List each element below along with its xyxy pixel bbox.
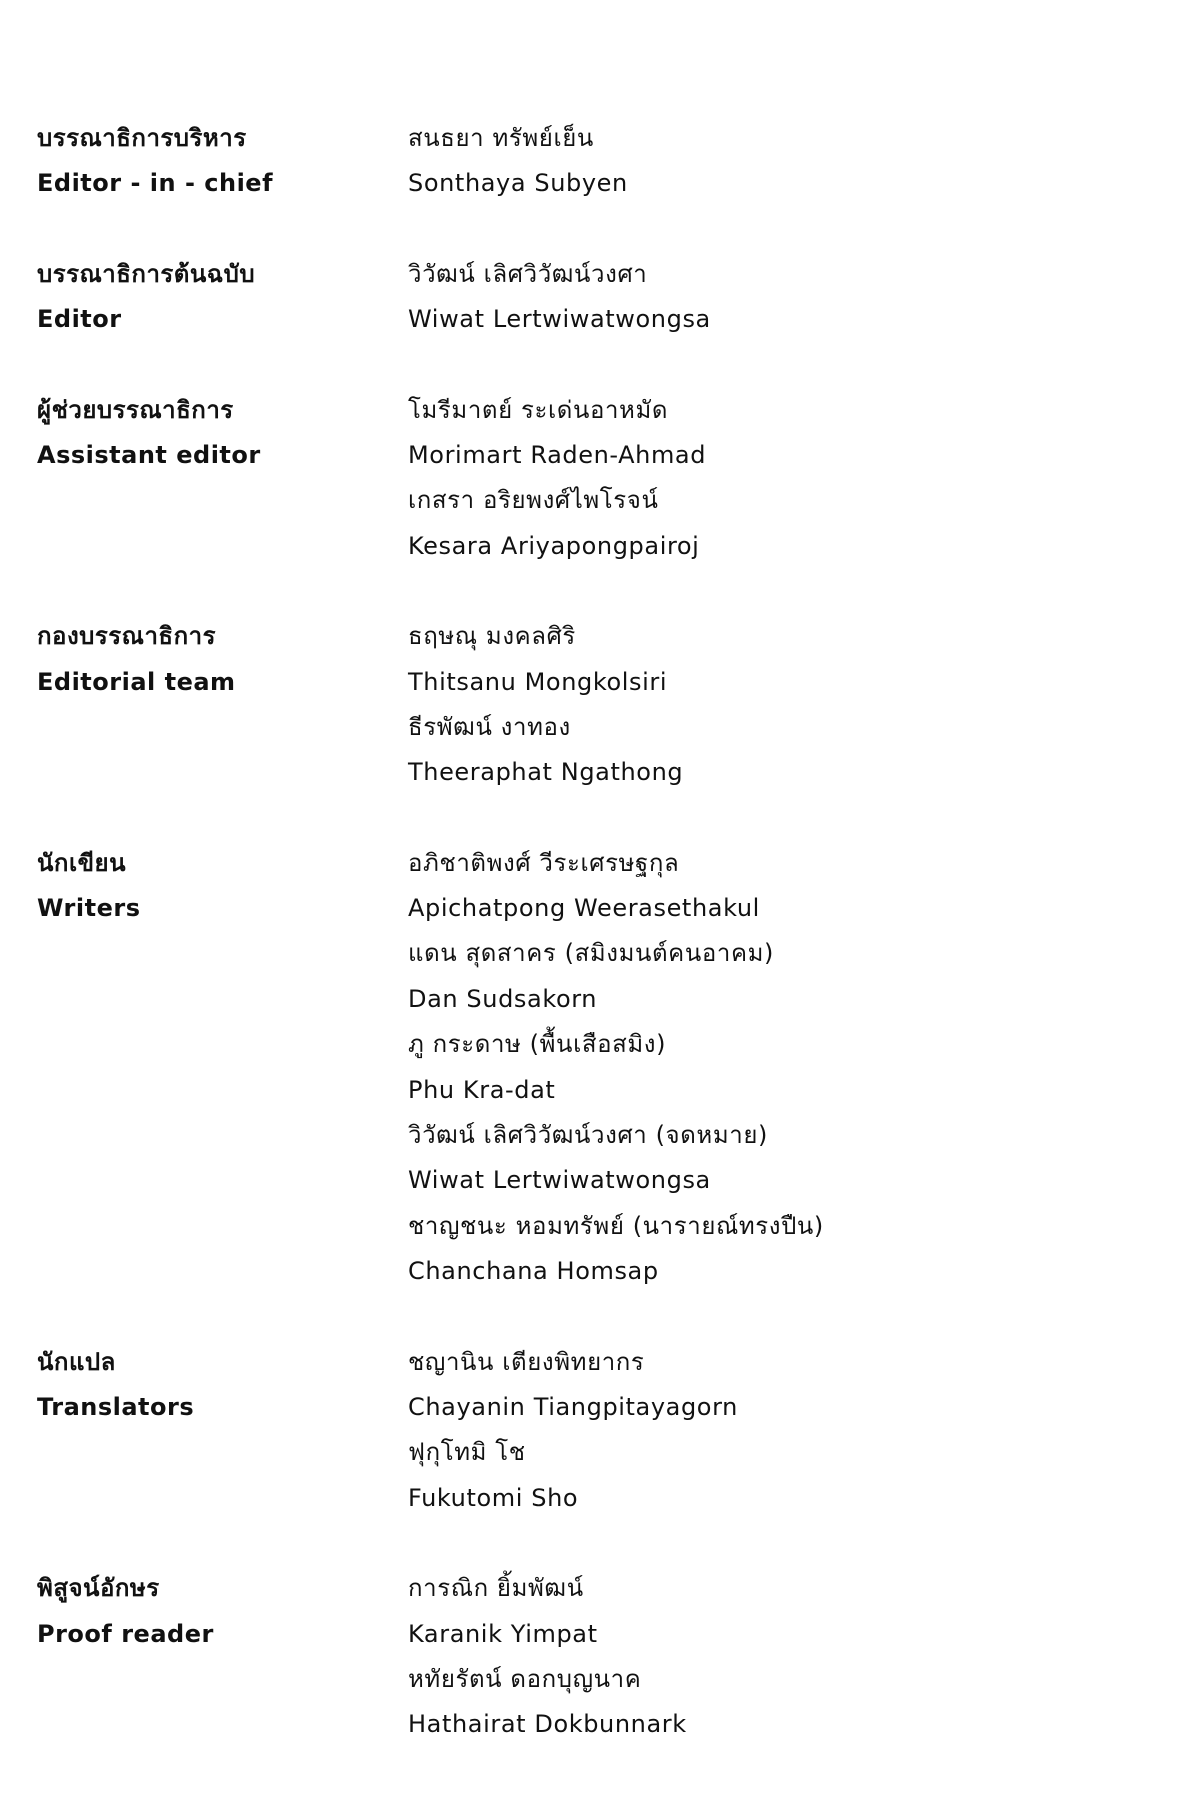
role-labels [37,841,408,1295]
name-list [408,116,1157,207]
role-title-thai: นักเขียน [37,848,127,877]
credit-section-editor-in-chief [37,116,1157,207]
credit-section-editor [37,252,1157,343]
credit-section-translators [37,1340,1157,1522]
role-title-thai: ผู้ช่วยบรรณาธิการ [37,395,234,424]
role-title-english: Translators [37,1392,195,1421]
person-name: Sonthaya Subyen [408,169,628,198]
person-name: ชญานิน เตียงพิทยากร [408,1347,645,1376]
person-name: Phu Kra-dat [408,1075,556,1104]
role-labels [37,614,408,796]
role-title-thai: กองบรรณาธิการ [37,622,216,651]
person-name: วิวัฒน์ เลิศวิวัฒน์วงศา (จดหมาย) [408,1121,768,1150]
credit-section-proof-reader [37,1566,1157,1748]
person-name: แดน สุดสาคร (สมิงมนต์คนอาคม) [408,939,774,968]
person-name: การณิก ยิ้มพัฒน์ [408,1574,584,1603]
person-name: Chayanin Tiangpitayagorn [408,1392,738,1421]
person-name: หทัยรัตน์ ดอกบุญนาค [408,1664,642,1693]
name-list [408,252,1157,343]
person-name: Chanchana Homsap [408,1257,659,1286]
person-name: ธฤษณุ มงคลศิริ [408,622,576,651]
role-title-thai: นักแปล [37,1347,116,1376]
person-name: โมรีมาตย์ ระเด่นอาหมัด [408,395,669,424]
person-name: เกสรา อริยพงศ์ไพโรจน์ [408,486,659,515]
person-name: Morimart Raden-Ahmad [408,440,707,469]
credits-list [37,116,1157,1793]
person-name: Wiwat Lertwiwatwongsa [408,305,711,334]
person-name: Thitsanu Mongkolsiri [408,667,668,696]
person-name: ธีรพัฒน์ งาทอง [408,712,571,741]
person-name: Dan Sudsakorn [408,984,598,1013]
person-name: Wiwat Lertwiwatwongsa [408,1166,711,1195]
role-labels [37,252,408,343]
name-list [408,1340,1157,1522]
person-name: Kesara Ariyapongpairoj [408,531,700,560]
name-list [408,841,1157,1295]
role-labels [37,388,408,570]
person-name: Theeraphat Ngathong [408,758,684,787]
person-name: Fukutomi Sho [408,1483,579,1512]
role-labels [37,116,408,207]
credit-section-editorial-team [37,614,1157,796]
role-title-english: Editorial team [37,667,236,696]
person-name: ฟุกุโทมิ โช [408,1438,526,1467]
person-name: Hathairat Dokbunnark [408,1710,687,1739]
role-labels [37,1566,408,1748]
person-name: ภู กระดาษ (พื้นเสือสมิง) [408,1030,667,1059]
person-name: ชาญชนะ หอมทรัพย์ (นารายณ์ทรงปืน) [408,1211,824,1240]
name-list [408,388,1157,570]
role-title-english: Editor - in - chief [37,169,274,198]
credit-section-writers [37,841,1157,1295]
credit-section-assistant-editor [37,388,1157,570]
role-title-english: Writers [37,894,141,923]
role-title-thai: บรรณาธิการบริหาร [37,124,247,152]
person-name: อภิชาติพงศ์ วีระเศรษฐกุล [408,848,680,877]
role-title-thai: บรรณาธิการต้นฉบับ [37,259,256,288]
person-name: Apichatpong Weerasethakul [408,894,760,923]
role-title-english: Proof reader [37,1619,214,1648]
name-list [408,614,1157,796]
role-title-english: Editor [37,305,122,334]
role-title-thai: พิสูจน์อักษร [37,1574,160,1603]
role-labels [37,1340,408,1522]
person-name: Karanik Yimpat [408,1619,598,1648]
role-title-english: Assistant editor [37,440,261,469]
person-name: สนธยา ทรัพย์เย็น [408,124,594,152]
name-list [408,1566,1157,1748]
person-name: วิวัฒน์ เลิศวิวัฒน์วงศา [408,259,648,288]
